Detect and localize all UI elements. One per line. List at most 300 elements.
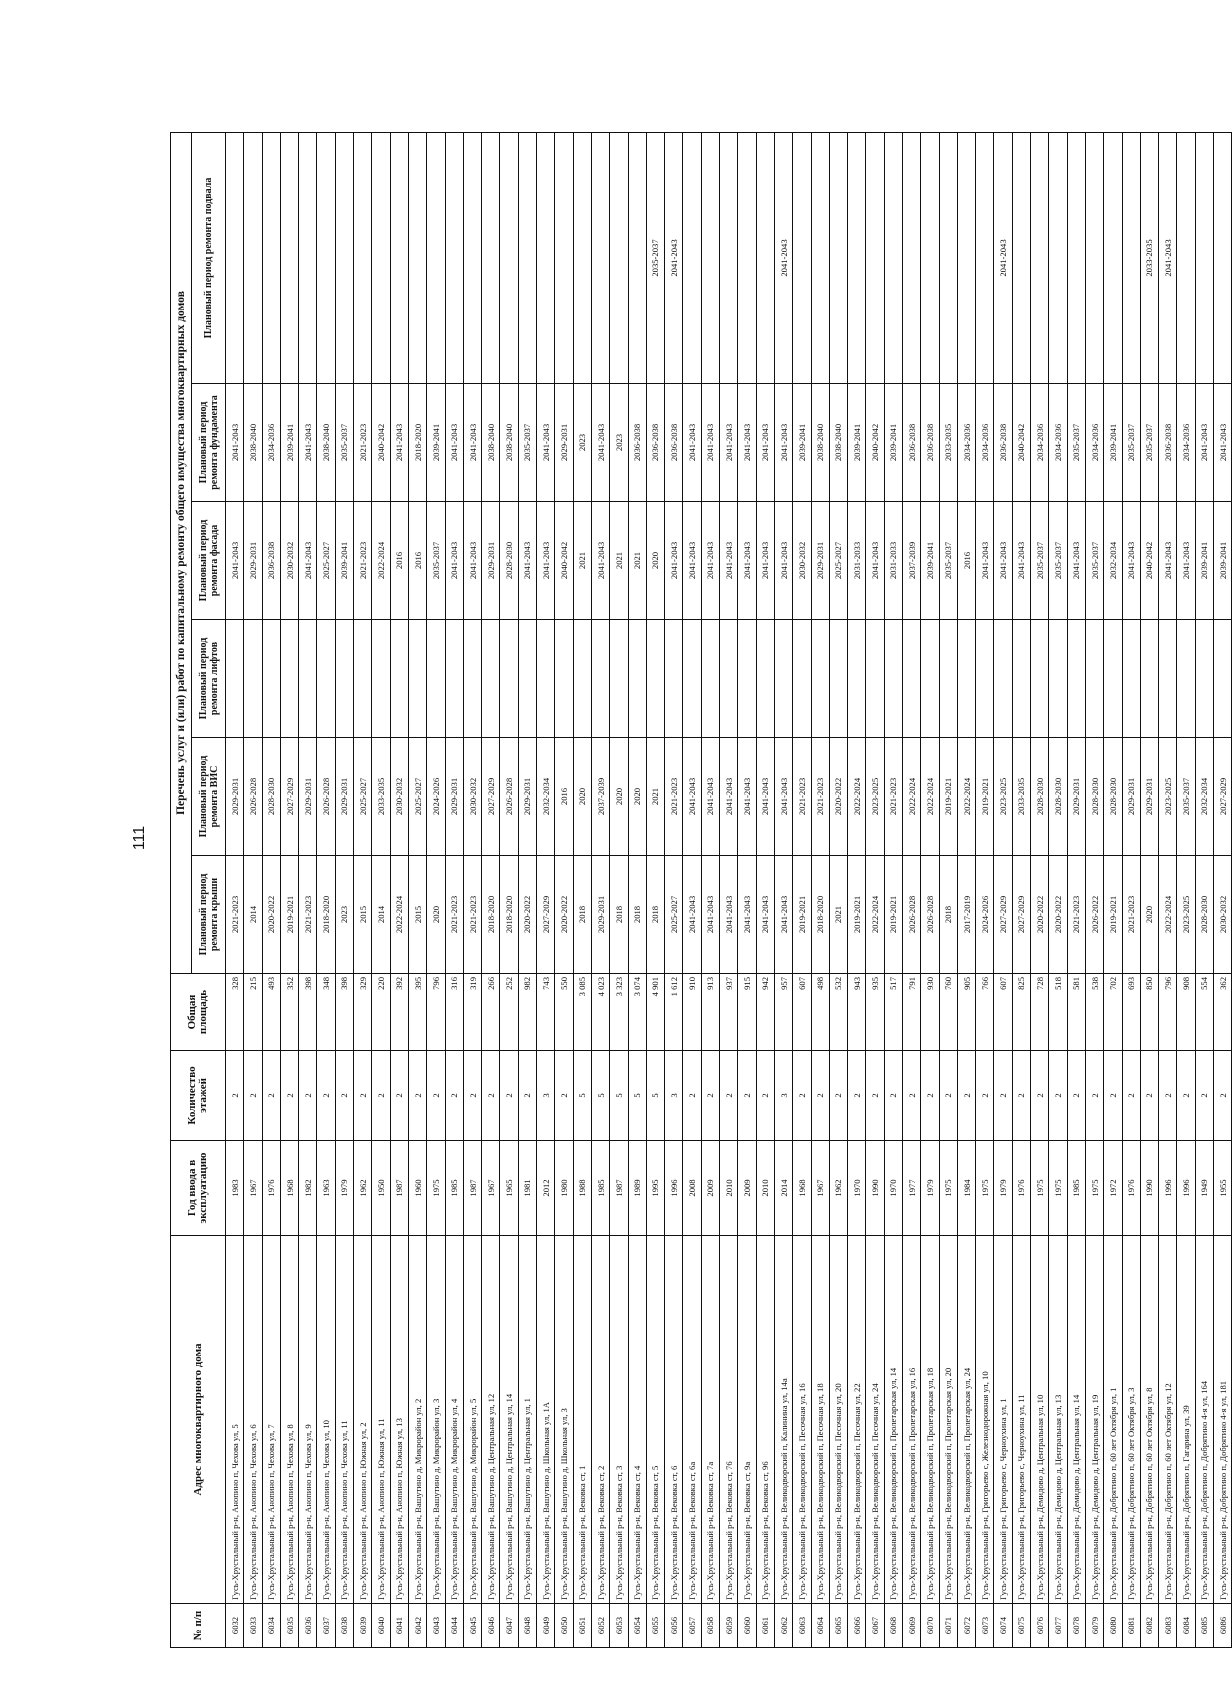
cell-vis: 2029-2031 bbox=[1122, 738, 1140, 856]
cell-year: 1996 bbox=[665, 1141, 683, 1236]
cell-area: 4 023 bbox=[591, 974, 609, 1051]
cell-address: Гусь-Хрустальный р-н, Вековка ст, 3 bbox=[610, 1236, 628, 1604]
cell-foundation: 2041-2043 bbox=[1214, 384, 1232, 502]
cell-basement bbox=[829, 132, 847, 383]
cell-address: Гусь-Хрустальный р-н, Анопино п, Чехова ул, 11 bbox=[335, 1236, 353, 1604]
cell-basement bbox=[720, 132, 738, 383]
cell-roof: 2019-2021 bbox=[793, 856, 811, 974]
table-row bbox=[555, 132, 573, 1647]
cell-facade: 2039-2041 bbox=[1195, 502, 1213, 620]
cell-basement bbox=[463, 132, 481, 383]
cell-year: 1983 bbox=[226, 1141, 244, 1236]
table-row bbox=[1159, 132, 1177, 1647]
col-header-address: Адрес многоквартирного дома bbox=[171, 1236, 226, 1604]
cell-address: Гусь-Хрустальный р-н, Великодворский п, Песочная ул, 18 bbox=[811, 1236, 829, 1604]
cell-foundation: 2035-2037 bbox=[518, 384, 536, 502]
cell-foundation: 2041-2043 bbox=[738, 384, 756, 502]
cell-basement bbox=[317, 132, 335, 383]
cell-basement bbox=[518, 132, 536, 383]
cell-foundation: 2034-2036 bbox=[262, 384, 280, 502]
cell-address: Гусь-Хрустальный р-н, Анопино п, Чехова ул, 5 bbox=[226, 1236, 244, 1604]
cell-area: 328 bbox=[226, 974, 244, 1051]
cell-roof: 2020-2022 bbox=[262, 856, 280, 974]
cell-area: 252 bbox=[500, 974, 518, 1051]
table-row bbox=[1214, 132, 1232, 1647]
cell-foundation: 2034-2036 bbox=[957, 384, 975, 502]
cell-basement bbox=[390, 132, 408, 383]
table-row bbox=[793, 132, 811, 1647]
table-row bbox=[317, 132, 335, 1647]
cell-number: 6071 bbox=[939, 1604, 957, 1648]
cell-roof: 2020 bbox=[1140, 856, 1158, 974]
cell-facade: 2041-2043 bbox=[738, 502, 756, 620]
cell-floors: 2 bbox=[1012, 1051, 1030, 1141]
cell-basement bbox=[738, 132, 756, 383]
cell-year: 1975 bbox=[427, 1141, 445, 1236]
cell-facade: 2041-2043 bbox=[665, 502, 683, 620]
cell-facade: 2022-2024 bbox=[372, 502, 390, 620]
cell-number: 6079 bbox=[1085, 1604, 1103, 1648]
cell-vis: 2028-2030 bbox=[1104, 738, 1122, 856]
cell-address: Гусь-Хрустальный р-н, Великодворский п, Калинина ул, 14а bbox=[774, 1236, 792, 1604]
table-row bbox=[774, 132, 792, 1647]
cell-lifts bbox=[427, 620, 445, 738]
cell-number: 6043 bbox=[427, 1604, 445, 1648]
cell-area: 517 bbox=[884, 974, 902, 1051]
cell-floors: 2 bbox=[1085, 1051, 1103, 1141]
table-row bbox=[299, 132, 317, 1647]
cell-basement: 2035-2037 bbox=[646, 132, 664, 383]
table-row bbox=[1031, 132, 1049, 1647]
cell-year: 1975 bbox=[976, 1141, 994, 1236]
table-row bbox=[866, 132, 884, 1647]
cell-roof: 2018-2020 bbox=[500, 856, 518, 974]
cell-year: 2012 bbox=[537, 1141, 555, 1236]
cell-floors: 2 bbox=[1067, 1051, 1085, 1141]
cell-number: 6045 bbox=[463, 1604, 481, 1648]
cell-roof: 2041-2043 bbox=[683, 856, 701, 974]
cell-address: Гусь-Хрустальный р-н, Вековка ст, 76 bbox=[720, 1236, 738, 1604]
cell-address: Гусь-Хрустальный р-н, Анопино п, Чехова ул, 9 bbox=[299, 1236, 317, 1604]
cell-vis: 2028-2030 bbox=[1031, 738, 1049, 856]
cell-year: 1967 bbox=[482, 1141, 500, 1236]
cell-address: Гусь-Хрустальный р-н, Анопино п, Чехова ул, 6 bbox=[244, 1236, 262, 1604]
cell-address: Гусь-Хрустальный р-н, Великодворский п, Песочная ул, 22 bbox=[848, 1236, 866, 1604]
cell-facade: 2036-2038 bbox=[262, 502, 280, 620]
cell-roof: 2022-2024 bbox=[866, 856, 884, 974]
cell-vis: 2020 bbox=[628, 738, 646, 856]
cell-roof: 2020-2022 bbox=[555, 856, 573, 974]
table-row bbox=[939, 132, 957, 1647]
cell-number: 6081 bbox=[1122, 1604, 1140, 1648]
cell-floors: 2 bbox=[976, 1051, 994, 1141]
cell-address: Гусь-Хрустальный р-н, Вековка ст, 96 bbox=[756, 1236, 774, 1604]
cell-roof: 2041-2043 bbox=[774, 856, 792, 974]
cell-foundation: 2038-2040 bbox=[317, 384, 335, 502]
cell-number: 6042 bbox=[408, 1604, 426, 1648]
cell-lifts bbox=[866, 620, 884, 738]
cell-facade: 2041-2043 bbox=[445, 502, 463, 620]
cell-floors: 5 bbox=[573, 1051, 591, 1141]
cell-facade: 2041-2043 bbox=[591, 502, 609, 620]
cell-lifts bbox=[774, 620, 792, 738]
cell-area: 538 bbox=[1085, 974, 1103, 1051]
cell-address: Гусь-Хрустальный р-н, Вековка ст, 6 bbox=[665, 1236, 683, 1604]
cell-year: 1987 bbox=[610, 1141, 628, 1236]
cell-foundation: 2039-2041 bbox=[280, 384, 298, 502]
cell-area: 905 bbox=[957, 974, 975, 1051]
cell-foundation: 2035-2037 bbox=[1122, 384, 1140, 502]
cell-number: 6082 bbox=[1140, 1604, 1158, 1648]
cell-facade: 2041-2043 bbox=[701, 502, 719, 620]
cell-facade: 2041-2043 bbox=[774, 502, 792, 620]
cell-roof: 2018 bbox=[628, 856, 646, 974]
col-header-floors: Количество этажей bbox=[171, 1051, 226, 1141]
cell-year: 1996 bbox=[1159, 1141, 1177, 1236]
cell-year: 1976 bbox=[1122, 1141, 1140, 1236]
cell-floors: 2 bbox=[1140, 1051, 1158, 1141]
cell-basement bbox=[811, 132, 829, 383]
cell-foundation: 2040-2042 bbox=[372, 384, 390, 502]
cell-roof: 2014 bbox=[372, 856, 390, 974]
cell-number: 6085 bbox=[1195, 1604, 1213, 1648]
cell-area: 796 bbox=[1159, 974, 1177, 1051]
cell-basement bbox=[1104, 132, 1122, 383]
cell-foundation: 2035-2037 bbox=[1140, 384, 1158, 502]
cell-number: 6076 bbox=[1031, 1604, 1049, 1648]
cell-vis: 2026-2028 bbox=[244, 738, 262, 856]
cell-vis: 2041-2043 bbox=[720, 738, 738, 856]
cell-year: 1985 bbox=[1067, 1141, 1085, 1236]
cell-year: 1987 bbox=[463, 1141, 481, 1236]
cell-roof: 2019-2021 bbox=[1104, 856, 1122, 974]
cell-number: 6060 bbox=[738, 1604, 756, 1648]
cell-lifts bbox=[1159, 620, 1177, 738]
cell-number: 6038 bbox=[335, 1604, 353, 1648]
cell-basement bbox=[299, 132, 317, 383]
cell-year: 1979 bbox=[921, 1141, 939, 1236]
cell-basement bbox=[445, 132, 463, 383]
cell-vis: 2023-2025 bbox=[866, 738, 884, 856]
cell-foundation: 2041-2043 bbox=[591, 384, 609, 502]
cell-lifts bbox=[354, 620, 372, 738]
cell-lifts bbox=[829, 620, 847, 738]
cell-roof: 2019-2021 bbox=[280, 856, 298, 974]
cell-lifts bbox=[335, 620, 353, 738]
table-row bbox=[1104, 132, 1122, 1647]
cell-floors: 2 bbox=[280, 1051, 298, 1141]
cell-floors: 2 bbox=[811, 1051, 829, 1141]
cell-address: Гусь-Хрустальный р-н, Великодворский п, Пролетарская ул, 20 bbox=[939, 1236, 957, 1604]
cell-area: 348 bbox=[317, 974, 335, 1051]
cell-basement bbox=[884, 132, 902, 383]
cell-year: 2009 bbox=[738, 1141, 756, 1236]
cell-address: Гусь-Хрустальный р-н, Вековка ст, 5 bbox=[646, 1236, 664, 1604]
cell-lifts bbox=[1012, 620, 1030, 738]
cell-floors: 3 bbox=[665, 1051, 683, 1141]
cell-foundation: 2038-2040 bbox=[244, 384, 262, 502]
cell-foundation: 2036-2038 bbox=[646, 384, 664, 502]
cell-vis: 2041-2043 bbox=[683, 738, 701, 856]
table-row bbox=[500, 132, 518, 1647]
cell-year: 2009 bbox=[701, 1141, 719, 1236]
cell-floors: 2 bbox=[957, 1051, 975, 1141]
cell-foundation: 2036-2038 bbox=[902, 384, 920, 502]
table-row bbox=[720, 132, 738, 1647]
table-row bbox=[665, 132, 683, 1647]
cell-facade: 2016 bbox=[957, 502, 975, 620]
cell-year: 2010 bbox=[756, 1141, 774, 1236]
cell-floors: 2 bbox=[902, 1051, 920, 1141]
cell-vis: 2024-2026 bbox=[427, 738, 445, 856]
cell-basement: 2041-2043 bbox=[1159, 132, 1177, 383]
cell-foundation: 2039-2041 bbox=[884, 384, 902, 502]
cell-facade: 2031-2033 bbox=[848, 502, 866, 620]
cell-area: 362 bbox=[1214, 974, 1232, 1051]
table-row bbox=[738, 132, 756, 1647]
cell-year: 1972 bbox=[1104, 1141, 1122, 1236]
cell-vis: 2032-2034 bbox=[537, 738, 555, 856]
cell-area: 266 bbox=[482, 974, 500, 1051]
cell-foundation: 2023 bbox=[610, 384, 628, 502]
cell-area: 498 bbox=[811, 974, 829, 1051]
cell-facade: 2035-2037 bbox=[939, 502, 957, 620]
cell-basement bbox=[427, 132, 445, 383]
cell-year: 1975 bbox=[1085, 1141, 1103, 1236]
cell-vis: 2041-2043 bbox=[738, 738, 756, 856]
cell-facade: 2032-2034 bbox=[1104, 502, 1122, 620]
cell-roof: 2041-2043 bbox=[756, 856, 774, 974]
table-row bbox=[1177, 132, 1195, 1647]
cell-vis: 2022-2024 bbox=[902, 738, 920, 856]
cell-area: 935 bbox=[866, 974, 884, 1051]
cell-area: 743 bbox=[537, 974, 555, 1051]
table-row bbox=[427, 132, 445, 1647]
cell-year: 1975 bbox=[1049, 1141, 1067, 1236]
cell-year: 1968 bbox=[280, 1141, 298, 1236]
cell-lifts bbox=[610, 620, 628, 738]
cell-number: 6054 bbox=[628, 1604, 646, 1648]
cell-vis: 2025-2027 bbox=[408, 738, 426, 856]
cell-basement: 2041-2043 bbox=[994, 132, 1012, 383]
cell-roof: 2020 bbox=[427, 856, 445, 974]
page-number: 111 bbox=[131, 825, 148, 851]
cell-floors: 2 bbox=[884, 1051, 902, 1141]
cell-year: 1950 bbox=[372, 1141, 390, 1236]
cell-lifts bbox=[390, 620, 408, 738]
cell-number: 6057 bbox=[683, 1604, 701, 1648]
cell-vis: 2029-2031 bbox=[335, 738, 353, 856]
cell-facade: 2037-2039 bbox=[902, 502, 920, 620]
cell-number: 6067 bbox=[866, 1604, 884, 1648]
rotated-page bbox=[170, 133, 1228, 1648]
cell-lifts bbox=[1049, 620, 1067, 738]
cell-vis: 2028-2030 bbox=[262, 738, 280, 856]
col-header-basement: Плановый период ремонта подвала bbox=[192, 132, 226, 383]
cell-floors: 2 bbox=[1031, 1051, 1049, 1141]
cell-area: 796 bbox=[427, 974, 445, 1051]
cell-number: 6064 bbox=[811, 1604, 829, 1648]
band-title: Перечень услуг и (или) работ по капитальному ремонту общего имущества многоквартирных домов bbox=[171, 132, 192, 973]
cell-number: 6049 bbox=[537, 1604, 555, 1648]
cell-facade: 2030-2032 bbox=[280, 502, 298, 620]
cell-area: 982 bbox=[518, 974, 536, 1051]
cell-year: 1985 bbox=[591, 1141, 609, 1236]
cell-address: Гусь-Хрустальный р-н, Великодворский п, Пролетарская ул, 24 bbox=[957, 1236, 975, 1604]
cell-basement bbox=[701, 132, 719, 383]
cell-year: 1976 bbox=[1012, 1141, 1030, 1236]
cell-basement bbox=[500, 132, 518, 383]
cell-roof: 2027-2029 bbox=[537, 856, 555, 974]
cell-address: Гусь-Хрустальный р-н, Вашутино д, Микрорайон ул, 4 bbox=[445, 1236, 463, 1604]
cell-area: 493 bbox=[262, 974, 280, 1051]
cell-vis: 2029-2031 bbox=[445, 738, 463, 856]
cell-foundation: 2038-2040 bbox=[811, 384, 829, 502]
col-header-year: Год ввода в эксплуатацию bbox=[171, 1141, 226, 1236]
cell-vis: 2023-2025 bbox=[994, 738, 1012, 856]
cell-number: 6083 bbox=[1159, 1604, 1177, 1648]
table-row bbox=[335, 132, 353, 1647]
cell-year: 1990 bbox=[866, 1141, 884, 1236]
cell-roof: 2019-2021 bbox=[848, 856, 866, 974]
cell-facade: 2016 bbox=[408, 502, 426, 620]
cell-area: 930 bbox=[921, 974, 939, 1051]
cell-lifts bbox=[811, 620, 829, 738]
cell-vis: 2021 bbox=[646, 738, 664, 856]
cell-roof: 2021-2023 bbox=[445, 856, 463, 974]
cell-facade: 2041-2043 bbox=[537, 502, 555, 620]
cell-address: Гусь-Хрустальный р-н, Вашутино д, Микрорайон ул, 5 bbox=[463, 1236, 481, 1604]
cell-facade: 2021 bbox=[610, 502, 628, 620]
cell-number: 6072 bbox=[957, 1604, 975, 1648]
cell-vis: 2025-2027 bbox=[354, 738, 372, 856]
cell-area: 760 bbox=[939, 974, 957, 1051]
cell-floors: 2 bbox=[756, 1051, 774, 1141]
cell-address: Гусь-Хрустальный р-н, Великодворский п, Песочная ул, 20 bbox=[829, 1236, 847, 1604]
cell-address: Гусь-Хрустальный р-н, Добрятино п, 60 лет Октября ул, 3 bbox=[1122, 1236, 1140, 1604]
cell-foundation: 2034-2036 bbox=[1085, 384, 1103, 502]
cell-roof: 2041-2043 bbox=[701, 856, 719, 974]
cell-year: 1949 bbox=[1195, 1141, 1213, 1236]
cell-area: 943 bbox=[848, 974, 866, 1051]
table-row bbox=[628, 132, 646, 1647]
cell-floors: 2 bbox=[299, 1051, 317, 1141]
cell-roof: 2018 bbox=[610, 856, 628, 974]
cell-floors: 2 bbox=[1177, 1051, 1195, 1141]
cell-vis: 2020 bbox=[610, 738, 628, 856]
cell-number: 6046 bbox=[482, 1604, 500, 1648]
cell-basement bbox=[957, 132, 975, 383]
cell-foundation: 2041-2043 bbox=[463, 384, 481, 502]
cell-number: 6044 bbox=[445, 1604, 463, 1648]
cell-facade: 2039-2041 bbox=[921, 502, 939, 620]
cell-vis: 2021-2023 bbox=[665, 738, 683, 856]
table-row bbox=[921, 132, 939, 1647]
cell-area: 352 bbox=[280, 974, 298, 1051]
cell-area: 915 bbox=[738, 974, 756, 1051]
cell-lifts bbox=[1214, 620, 1232, 738]
table-row bbox=[646, 132, 664, 1647]
cell-address: Гусь-Хрустальный р-н, Добрятино п, Добрятино 4-я ул, 164 bbox=[1195, 1236, 1213, 1604]
cell-number: 6086 bbox=[1214, 1604, 1232, 1648]
cell-number: 6084 bbox=[1177, 1604, 1195, 1648]
cell-vis: 2028-2030 bbox=[1049, 738, 1067, 856]
cell-floors: 2 bbox=[1159, 1051, 1177, 1141]
cell-roof: 2041-2043 bbox=[738, 856, 756, 974]
cell-vis: 2037-2039 bbox=[591, 738, 609, 856]
cell-number: 6077 bbox=[1049, 1604, 1067, 1648]
cell-year: 1965 bbox=[500, 1141, 518, 1236]
cell-basement bbox=[1049, 132, 1067, 383]
cell-vis: 2029-2031 bbox=[1067, 738, 1085, 856]
table-row bbox=[1122, 132, 1140, 1647]
cell-vis: 2032-2034 bbox=[1195, 738, 1213, 856]
cell-address: Гусь-Хрустальный р-н, Вековка ст, 6а bbox=[683, 1236, 701, 1604]
cell-facade: 2035-2037 bbox=[1031, 502, 1049, 620]
table-row bbox=[280, 132, 298, 1647]
cell-roof: 2020-2022 bbox=[1049, 856, 1067, 974]
cell-foundation: 2041-2043 bbox=[756, 384, 774, 502]
cell-year: 1981 bbox=[518, 1141, 536, 1236]
cell-facade: 2040-2042 bbox=[1140, 502, 1158, 620]
table-row bbox=[1049, 132, 1067, 1647]
table-body bbox=[226, 132, 1232, 1647]
cell-facade: 2041-2043 bbox=[994, 502, 1012, 620]
cell-basement bbox=[1214, 132, 1232, 383]
cell-roof: 2021-2023 bbox=[299, 856, 317, 974]
cell-lifts bbox=[665, 620, 683, 738]
cell-area: 766 bbox=[976, 974, 994, 1051]
cell-lifts bbox=[628, 620, 646, 738]
cell-basement bbox=[537, 132, 555, 383]
cell-vis: 2027-2029 bbox=[1214, 738, 1232, 856]
cell-roof: 2019-2021 bbox=[884, 856, 902, 974]
cell-floors: 2 bbox=[244, 1051, 262, 1141]
cell-roof: 2018 bbox=[646, 856, 664, 974]
table-row bbox=[244, 132, 262, 1647]
cell-area: 3 323 bbox=[610, 974, 628, 1051]
cell-roof: 2024-2026 bbox=[976, 856, 994, 974]
cell-roof: 2018 bbox=[573, 856, 591, 974]
cell-floors: 2 bbox=[335, 1051, 353, 1141]
cell-roof: 2021-2023 bbox=[1067, 856, 1085, 974]
cell-address: Гусь-Хрустальный р-н, Анопино п, Южная ул, 11 bbox=[372, 1236, 390, 1604]
cell-facade: 2041-2043 bbox=[976, 502, 994, 620]
cell-foundation: 2041-2043 bbox=[720, 384, 738, 502]
cell-vis: 2019-2021 bbox=[939, 738, 957, 856]
cell-roof: 2021-2023 bbox=[1122, 856, 1140, 974]
cell-year: 1955 bbox=[1214, 1141, 1232, 1236]
table-row bbox=[848, 132, 866, 1647]
table-row bbox=[683, 132, 701, 1647]
cell-basement bbox=[921, 132, 939, 383]
cell-address: Гусь-Хрустальный р-н, Григорьево с, Железнодорожная ул, 10 bbox=[976, 1236, 994, 1604]
cell-area: 329 bbox=[354, 974, 372, 1051]
cell-basement: 2041-2043 bbox=[665, 132, 683, 383]
cell-address: Гусь-Хрустальный р-н, Вашутино д, Школьная ул, 3 bbox=[555, 1236, 573, 1604]
cell-foundation: 2036-2038 bbox=[665, 384, 683, 502]
cell-area: 3 074 bbox=[628, 974, 646, 1051]
cell-floors: 2 bbox=[317, 1051, 335, 1141]
cell-basement bbox=[628, 132, 646, 383]
cell-year: 1977 bbox=[902, 1141, 920, 1236]
cell-roof: 2027-2029 bbox=[994, 856, 1012, 974]
cell-year: 1984 bbox=[957, 1141, 975, 1236]
cell-facade: 2041-2043 bbox=[1012, 502, 1030, 620]
table-row bbox=[354, 132, 372, 1647]
cell-floors: 2 bbox=[921, 1051, 939, 1141]
cell-facade: 2035-2037 bbox=[1049, 502, 1067, 620]
